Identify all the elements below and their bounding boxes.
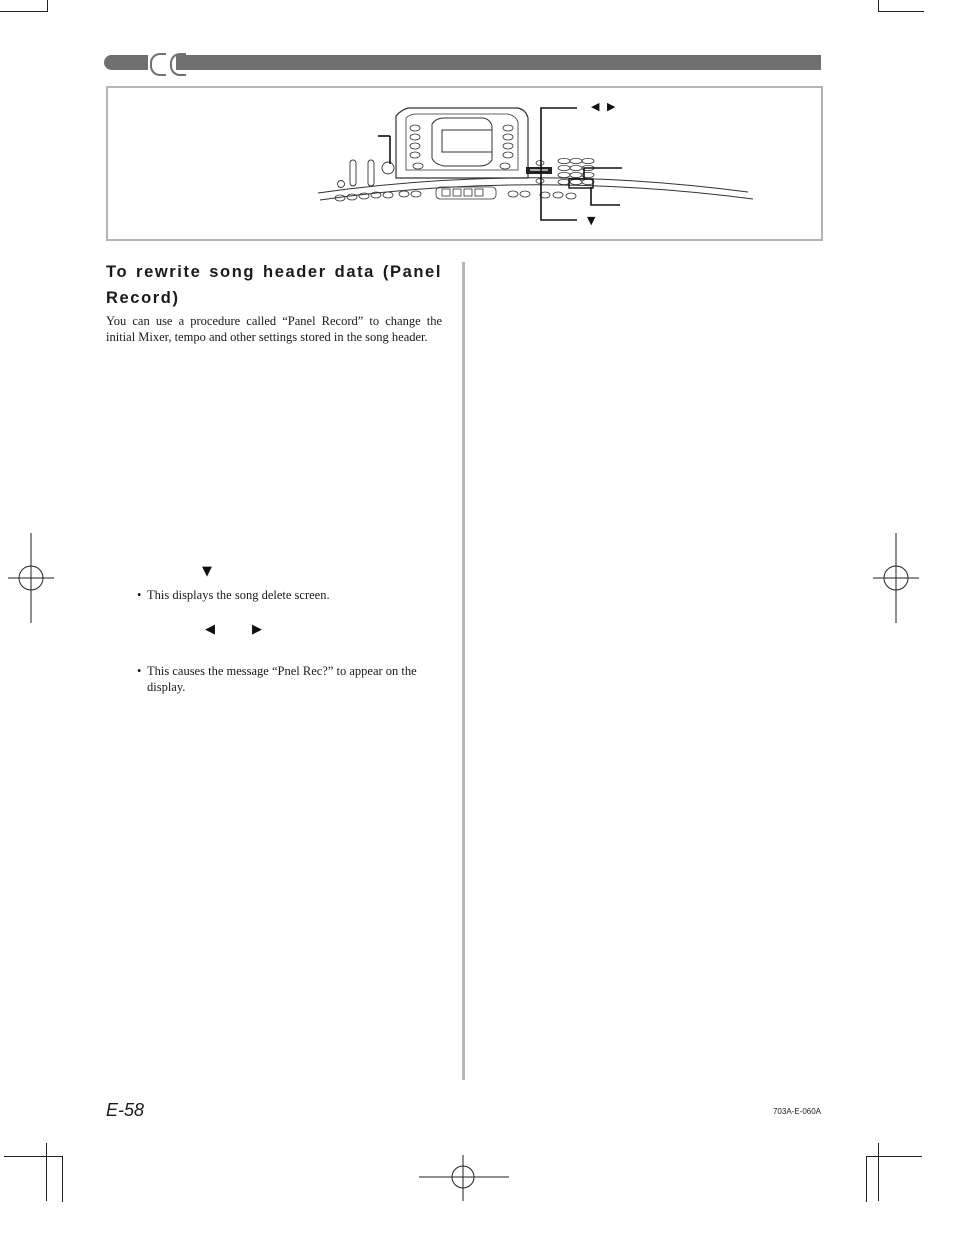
crop-mark bbox=[0, 11, 48, 12]
crop-mark bbox=[47, 0, 48, 11]
down-arrow-symbol: ▼ bbox=[202, 564, 212, 579]
crop-mark bbox=[62, 1156, 63, 1202]
keyboard-panel-illustration bbox=[108, 88, 821, 239]
left-arrow-symbol: ◀ bbox=[205, 622, 215, 637]
crop-mark bbox=[878, 11, 924, 12]
intro-paragraph: You can use a procedure called “Panel Record” to change the initial Mixer, tempo and other settings stored in the song header. bbox=[106, 314, 442, 344]
registration-mark-right bbox=[873, 533, 919, 623]
header-bar bbox=[176, 55, 821, 70]
registration-mark-left bbox=[8, 533, 54, 623]
bullet-dot: • bbox=[137, 664, 142, 678]
page-number: E-58 bbox=[106, 1100, 145, 1120]
bullet-dot: • bbox=[137, 588, 142, 602]
header-bar-cap bbox=[150, 53, 166, 76]
keyboard-diagram-frame bbox=[106, 86, 823, 241]
registration-mark-bottom bbox=[419, 1155, 509, 1201]
bottom-button-row bbox=[335, 187, 576, 201]
callout-left-right-arrows: ◀ ▶ bbox=[591, 100, 616, 113]
crop-mark bbox=[46, 1143, 47, 1201]
button-column-left bbox=[410, 125, 423, 169]
crop-mark bbox=[4, 1156, 62, 1157]
column-divider bbox=[462, 262, 465, 1080]
document-code: 703A-E-060A bbox=[772, 1107, 821, 1116]
callout-lines bbox=[541, 108, 622, 220]
crop-mark bbox=[878, 0, 879, 11]
bullet-text: This causes the message “Pnel Rec?” to appear on the display. bbox=[147, 664, 417, 694]
bullet-text: This displays the song delete screen. bbox=[147, 588, 330, 602]
header-bar-lead bbox=[104, 55, 148, 70]
bullet-item bbox=[137, 663, 443, 695]
section-title: To rewrite song header data (Panel Record) bbox=[106, 263, 442, 307]
crop-mark bbox=[866, 1156, 922, 1157]
callout-down-arrow: ▼ bbox=[587, 214, 596, 227]
button-column-right bbox=[500, 125, 513, 169]
crop-mark bbox=[878, 1143, 879, 1201]
bullet-item bbox=[137, 587, 443, 603]
crop-mark bbox=[866, 1156, 867, 1202]
slider-group bbox=[338, 160, 395, 188]
right-arrow-symbol: ▶ bbox=[252, 622, 262, 637]
